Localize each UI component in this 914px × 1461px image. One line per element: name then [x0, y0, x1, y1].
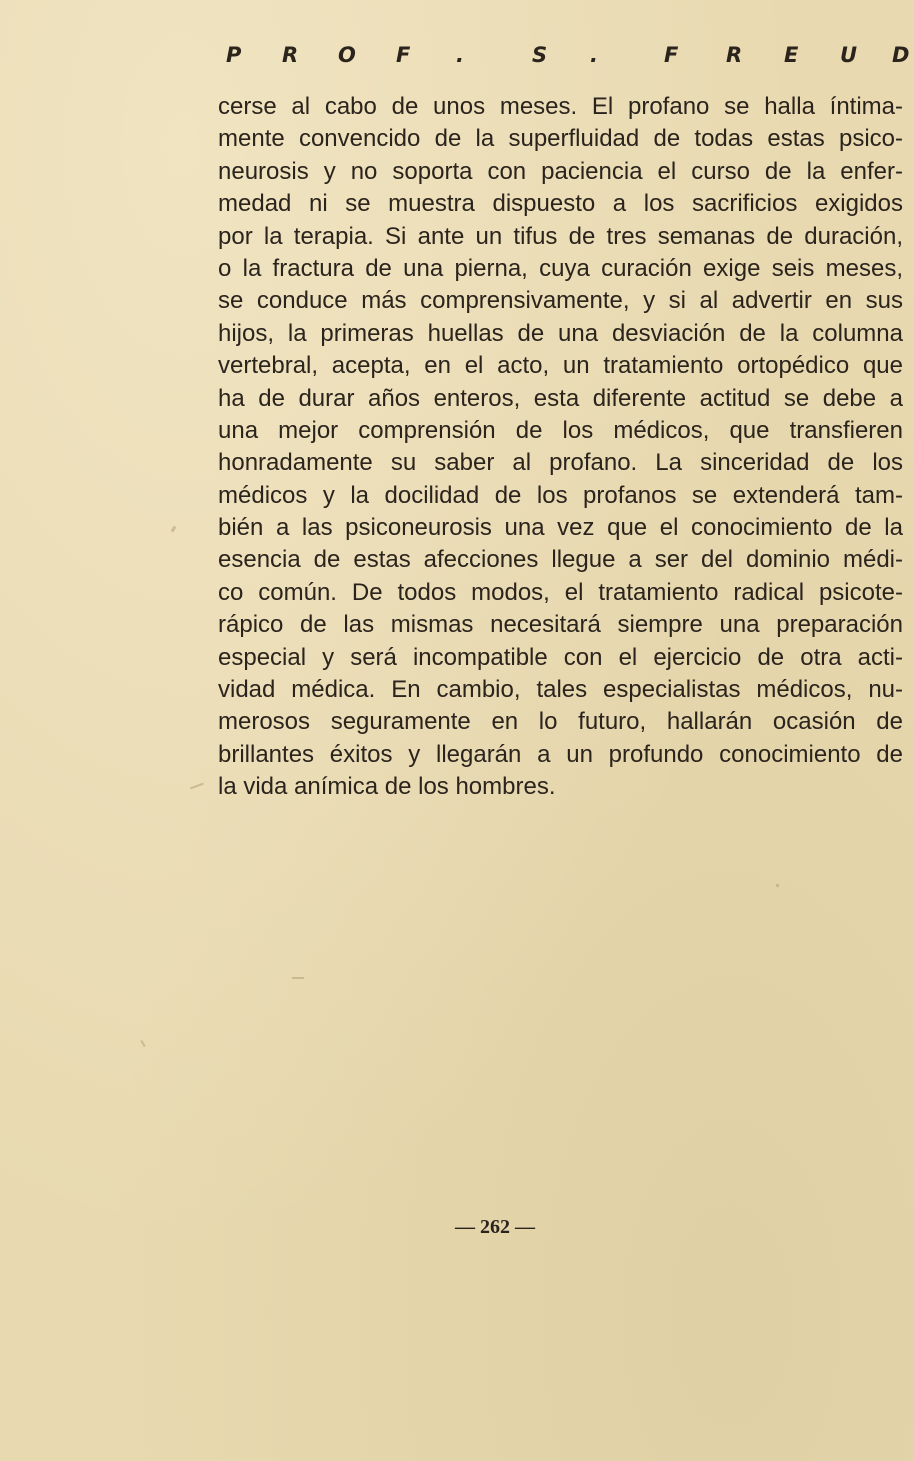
running-head-letter: .: [590, 43, 598, 67]
running-head-letter: .: [456, 43, 464, 67]
text-line: vidad médica. En cambio, tales especialistas médicos, nu-: [218, 676, 903, 704]
text-line: se conduce más comprensivamente, y si al advertir en sus: [218, 287, 903, 315]
running-head-letter: S: [532, 43, 548, 67]
running-head-letter: R: [282, 43, 299, 67]
paper-speck: [292, 977, 304, 979]
paper-speck: [776, 884, 779, 887]
paper-speck: [171, 526, 177, 533]
text-line: una mejor comprensión de los médicos, que transfieren: [218, 416, 903, 444]
page-number: — 262 —: [455, 1216, 535, 1238]
text-line: honradamente su saber al profano. La sinceridad de los: [218, 449, 903, 477]
running-head-letter: P: [226, 43, 242, 67]
text-line: cerse al cabo de unos meses. El profano se halla íntima-: [218, 93, 903, 120]
body-paragraph: [218, 91, 903, 804]
text-line-last: la vida anímica de los hombres.: [218, 773, 556, 801]
text-line: rápico de las mismas necesitará siempre una preparación: [218, 611, 903, 639]
running-head-letter: U: [840, 43, 858, 67]
running-head-letter: F: [664, 43, 679, 67]
text-line: medad ni se muestra dispuesto a los sacrificios exigidos: [218, 190, 903, 218]
text-line: co común. De todos modos, el tratamiento radical psicote-: [218, 578, 903, 606]
running-head-letter: R: [726, 43, 743, 67]
running-head-letter: F: [396, 43, 411, 67]
text-line: neurosis y no soporta con paciencia el curso de la enfer-: [218, 157, 903, 185]
paper-speck: [190, 783, 204, 790]
text-line: hijos, la primeras huellas de una desviación de la columna: [218, 319, 903, 347]
text-line: o la fractura de una pierna, cuya curación exige seis meses,: [218, 254, 903, 282]
running-head-letter: O: [338, 43, 356, 67]
text-line: merosos seguramente en lo futuro, hallarán ocasión de: [218, 708, 903, 736]
running-head: [226, 40, 914, 70]
text-line: vertebral, acepta, en el acto, un tratamiento ortopédico que: [218, 352, 903, 380]
text-line: mente convencido de la superfluidad de todas estas psico-: [218, 125, 903, 153]
text-line: especial y será incompatible con el ejercicio de otra acti-: [218, 643, 903, 671]
text-line: bién a las psiconeurosis una vez que el conocimiento de la: [218, 514, 903, 542]
running-head-letter: E: [784, 43, 799, 67]
text-line: ha de durar años enteros, esta diferente actitud se debe a: [218, 384, 903, 412]
paper-speck: [140, 1040, 145, 1047]
text-line: médicos y la docilidad de los profanos se extenderá tam-: [218, 481, 903, 509]
running-head-letter: D: [892, 43, 910, 67]
text-line: esencia de estas afecciones llegue a ser del dominio médi-: [218, 546, 903, 574]
text-line: por la terapia. Si ante un tifus de tres semanas de duración,: [218, 222, 903, 250]
text-line: brillantes éxitos y llegarán a un profundo conocimiento de: [218, 740, 903, 768]
